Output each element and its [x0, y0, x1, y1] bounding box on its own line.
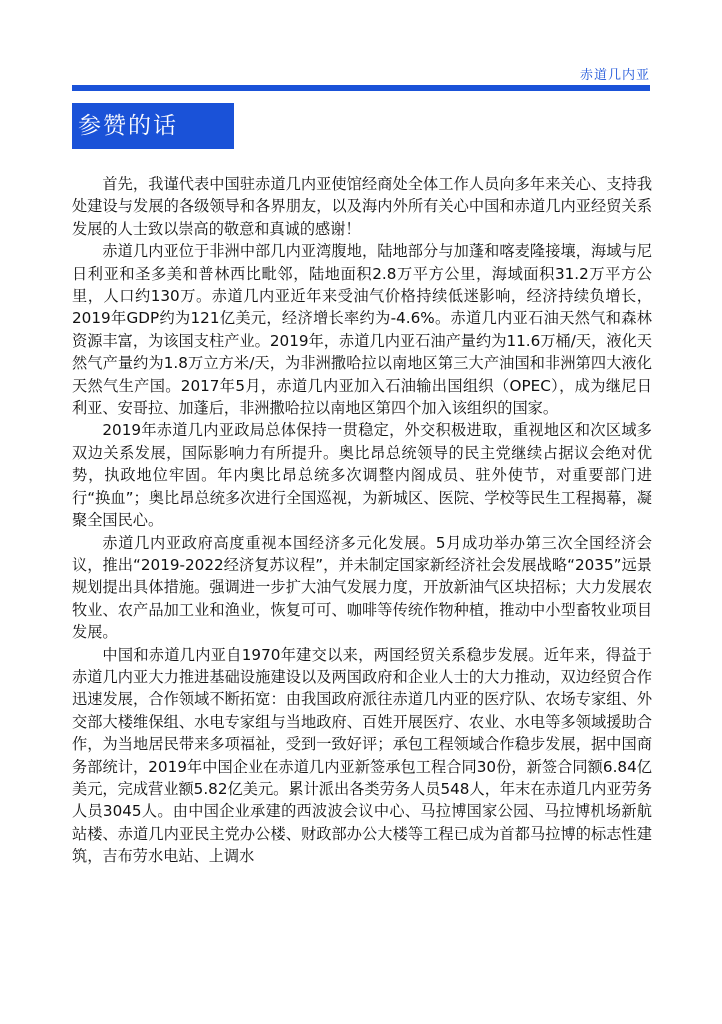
running-header: 赤道几内亚	[579, 68, 650, 83]
paragraph: 2019年赤道几内亚政局总体保持一贯稳定，外交积极进取，重视地区和次区域多双边关系发展，国际影响力有所提升。奥比昂总统领导的民主党继续占据议会绝对优势，执政地位牢固。年内奥比昂总统多次调整内阁成员、驻外使节，对重要部门进行“换血”；奥比昂总统多次进行全国巡视，为新城区、医院、学校等民生工程揭幕，凝聚全国民心。	[72, 421, 652, 530]
section-title: 参赞的话	[72, 103, 234, 149]
paragraph: 中国和赤道几内亚自1970年建交以来，两国经贸关系稳步发展。近年来，得益于赤道几内亚大力推进基础设施建设以及两国政府和企业人士的大力推动，双边经贸合作迅速发展，合作领域不断拓宽：由我国政府派往赤道几内亚的医疗队、农场专家组、外交部大楼维保组、水电专家组与当地政府、百姓开展医疗、农业、水电等多领域援助合作，为当地居民带来多项福祉，受到一致好评；承包工程领域合作稳步发展，据中国商务部统计，2019年中国企业在赤道几内亚新签承包工程合同30份，新签合同额6.84亿美元，完成营业额5.82亿美元。累计派出各类劳务人员548人，年末在赤道几内亚劳务人员3045人。由中国企业承建的西波波会议中心、马拉博国家公园、马拉博机场新航站楼、赤道几内亚民主党办公楼、财政部办公大楼等工程已成为首都马拉博的标志性建筑，吉布劳水电站、上调水	[72, 645, 652, 866]
paragraph: 首先，我谨代表中国驻赤道几内亚使馆经商处全体工作人员向多年来关心、支持我处建设与发展的各级领导和各界朋友，以及海内外所有关心中国和赤道几内亚经贸关系发展的人士致以崇高的敬意和真诚的感谢！	[72, 175, 652, 238]
paragraph: 赤道几内亚位于非洲中部几内亚湾腹地，陆地部分与加蓬和喀麦隆接壤，海域与尼日利亚和圣多美和普林西比毗邻，陆地面积2.8万平方公里，海域面积31.2万平方公里，人口约130万。赤道几内亚近年来受油气价格持续低迷影响，经济持续负增长，2019年GDP约为121亿美元，经济增长率约为-4.6%。赤道几内亚石油天然气和森林资源丰富，为该国支柱产业。2019年，赤道几内亚石油产量约为11.6万桶/天，液化天然气产量约为1.8万立方米/天，为非洲撒哈拉以南地区第三大产油国和非洲第四大液化天然气生产国。2017年5月，赤道几内亚加入石油输出国组织（OPEC），成为继尼日利亚、安哥拉、加蓬后，非洲撒哈拉以南地区第四个加入该组织的国家。	[72, 242, 652, 418]
paragraph: 赤道几内亚政府高度重视本国经济多元化发展。5月成功举办第三次全国经济会议，推出“2019-2022经济复苏议程”，并未制定国家新经济社会发展战略“2035”远景规划提出具体措施。强调进一步扩大油气发展力度，开放新油气区块招标；大力发展农牧业、农产品加工业和渔业，恢复可可、咖啡等传统作物种植，推动中小型畜牧业项目发展。	[72, 533, 652, 642]
body-text	[72, 173, 652, 868]
header-rule	[72, 85, 650, 91]
